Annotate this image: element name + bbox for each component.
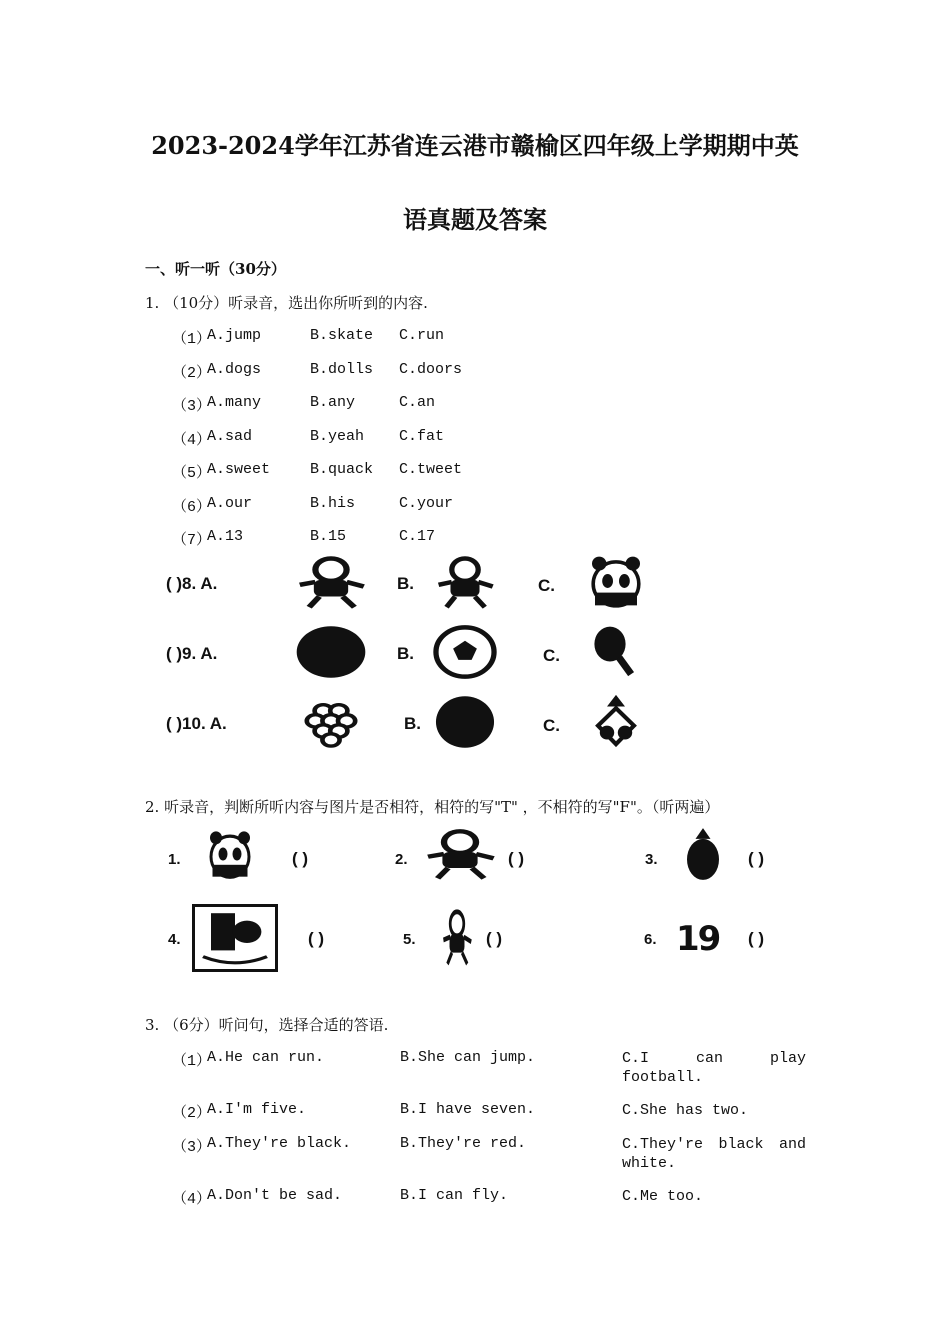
q3-prompt: 3. （6分）听问句，选择合适的答语. xyxy=(145,1016,389,1034)
q1-option-c: C.run xyxy=(399,327,445,344)
q2-item-number: 5. xyxy=(403,931,416,948)
q3-option-b: B.I have seven. xyxy=(400,1101,536,1118)
q3-option-a: A.He can run. xyxy=(207,1049,325,1066)
q3-row-number: （4） xyxy=(172,1191,212,1208)
q3-option-b: B.She can jump. xyxy=(400,1049,536,1066)
q2-item-number: 3. xyxy=(645,851,658,868)
q1-picture-option-c-label: C. xyxy=(538,576,555,595)
q1-option-b: B.quack xyxy=(310,461,374,478)
q1-picture-option-b-label: B. xyxy=(397,574,414,593)
q1-picture-option-b-label: B. xyxy=(404,714,421,733)
q1-row-number: （1） xyxy=(172,331,212,348)
q3-row-number: （1） xyxy=(172,1053,212,1070)
football-icon xyxy=(432,624,498,680)
q1-row-number: （3） xyxy=(172,398,212,415)
q1-option-b: B.any xyxy=(310,394,356,411)
q3-option-a: A.I'm five. xyxy=(207,1101,307,1118)
q1-picture-question-label: ( )8. A. xyxy=(166,574,218,593)
number-19-picture: 19 xyxy=(676,919,720,959)
grapes-icon xyxy=(292,694,370,750)
q1-picture-option-c-label: C. xyxy=(543,716,560,735)
panda-icon xyxy=(205,827,255,881)
q1-row-number: （2） xyxy=(172,364,212,382)
pineapple-icon xyxy=(678,827,728,881)
q1-option-c: C.fat xyxy=(399,427,445,445)
q1-option-c: C.tweet xyxy=(399,461,463,478)
q1-option-a: A.many xyxy=(207,394,262,411)
q2-answer-bracket: ( ) xyxy=(748,929,765,948)
q2-answer-bracket: ( ) xyxy=(308,929,325,948)
q1-option-a: A.jump xyxy=(207,327,262,344)
title-line-1: 2023-2024学年江苏省连云港市赣榆区四年级上学期期中英 xyxy=(151,131,799,160)
q1-option-b: B.yeah xyxy=(310,427,365,445)
q3-option-c: C.They're black and white. xyxy=(622,1136,806,1172)
monkey-icon xyxy=(292,554,370,610)
q2-item-number: 2. xyxy=(395,851,408,868)
q3-option-c: C.I can play football. xyxy=(622,1050,806,1086)
round-fruit-icon xyxy=(432,694,498,750)
monkey-icon xyxy=(432,554,498,610)
q2-item-number: 1. xyxy=(168,851,181,868)
panda-icon xyxy=(586,552,646,610)
q1-option-b: B.skate xyxy=(310,327,374,344)
q2-answer-bracket: ( ) xyxy=(486,929,503,948)
q2-answer-bracket: ( ) xyxy=(292,849,309,868)
q1-picture-option-c-label: C. xyxy=(543,646,560,665)
q2-answer-bracket: ( ) xyxy=(748,849,765,868)
q2-answer-bracket: ( ) xyxy=(508,849,525,868)
q3-option-b: B.I can fly. xyxy=(400,1187,509,1204)
title-line-2: 语真题及答案 xyxy=(403,205,547,234)
q1-option-c: C.an xyxy=(399,394,436,411)
q1-option-a: A.dogs xyxy=(207,360,262,378)
q2-item-number: 4. xyxy=(168,931,181,948)
q3-option-a: A.They're black. xyxy=(207,1135,352,1152)
q1-prompt: 1. （10分）听录音，选出你所听到的内容. xyxy=(145,294,428,312)
boy-icon xyxy=(440,907,474,967)
q3-option-b: B.They're red. xyxy=(400,1135,527,1152)
q3-row-number: （3） xyxy=(172,1139,212,1156)
q1-row-number: （6） xyxy=(172,498,212,516)
section-heading: 一、听一听（30分） xyxy=(145,260,286,278)
q3-option-c: C.Me too. xyxy=(622,1188,704,1205)
q1-row-number: （4） xyxy=(172,431,212,449)
q2-prompt: 2. 听录音，判断所听内容与图片是否相符，相符的写"T" ，不相符的写"F"。（听两遍） xyxy=(145,798,720,816)
school-scene-icon xyxy=(420,827,500,881)
q1-option-a: A.sweet xyxy=(207,461,271,478)
ball-icon xyxy=(292,624,370,680)
q1-option-b: B.dolls xyxy=(310,360,374,378)
q1-option-c: C.17 xyxy=(399,528,436,545)
q1-option-b: B.his xyxy=(310,494,356,512)
q1-option-c: C.your xyxy=(399,494,454,512)
q1-option-b: B.15 xyxy=(310,528,347,545)
pineapple-icon xyxy=(586,692,646,750)
q2-item-number: 6. xyxy=(644,931,657,948)
q1-picture-option-b-label: B. xyxy=(397,644,414,663)
q3-row-number: （2） xyxy=(172,1105,212,1122)
q1-row-number: （7） xyxy=(172,532,212,549)
q1-picture-question-label: ( )10. A. xyxy=(166,714,227,733)
q3-option-a: A.Don't be sad. xyxy=(207,1187,343,1204)
q1-option-c: C.doors xyxy=(399,360,463,378)
ping-pong-paddle-icon xyxy=(586,622,646,680)
q1-option-a: A.our xyxy=(207,494,253,512)
q1-picture-question-label: ( )9. A. xyxy=(166,644,218,663)
q1-row-number: （5） xyxy=(172,465,212,482)
q3-option-c: C.She has two. xyxy=(622,1102,749,1119)
q1-option-a: A.sad xyxy=(207,427,253,445)
q1-option-a: A.13 xyxy=(207,528,244,545)
scene-picture-icon xyxy=(192,904,278,972)
